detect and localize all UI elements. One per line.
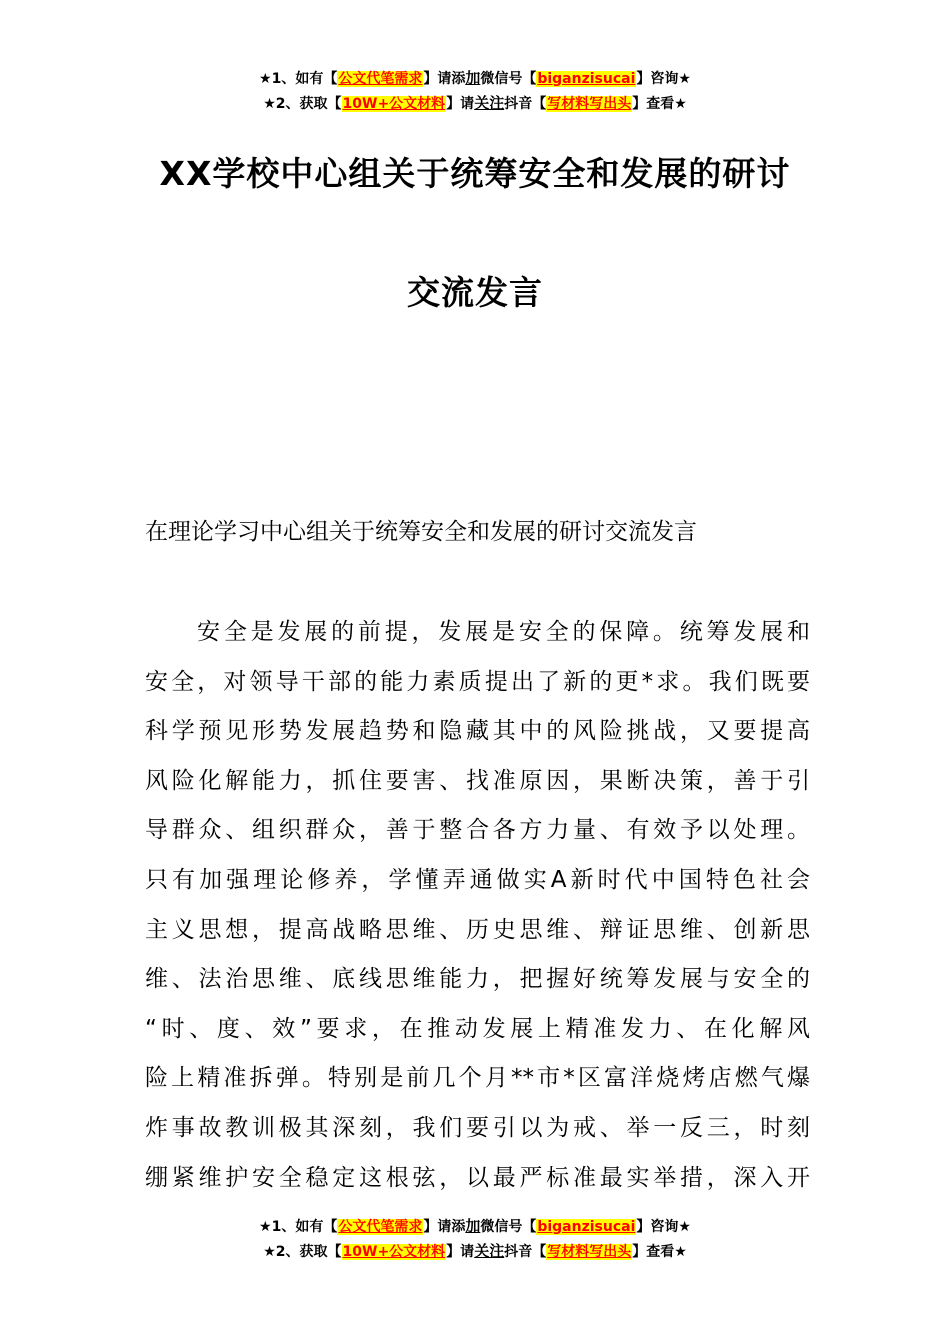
banner-line-1: ★1、如有【公文代笔需求】请添加微信号【biganzisucai】咨询★ <box>259 1217 691 1235</box>
body-line: “时、度、效”要求，在推动发展上精准发力、在化解风 <box>145 1015 810 1042</box>
body-line: 险上精准拆弹。特别是前几个月**市*区富洋烧烤店燃气爆 <box>145 1065 810 1092</box>
banner-highlight: 10W+公文材料 <box>342 1244 446 1260</box>
banner-line-2: ★2、获取【10W+公文材料】请关注抖音【写材料写出头】查看★ <box>263 1242 687 1260</box>
document-title-continued: 交流发言 <box>407 273 543 312</box>
banner-highlight: 写材料写出头 <box>547 96 632 112</box>
body-line: 绷紧维护安全稳定这根弦，以最严标准最实举措，深入开 <box>145 1164 810 1191</box>
banner-line-2: ★2、获取【10W+公文材料】请关注抖音【写材料写出头】查看★ <box>263 94 687 112</box>
header-banner <box>0 66 950 116</box>
body-paragraph <box>145 614 810 1209</box>
body-line: 只有加强理论修养，学懂弄通做实A新时代中国特色社会 <box>145 866 810 893</box>
footer-banner <box>0 1214 950 1264</box>
body-line: 安全是发展的前提，发展是安全的保障。统筹发展和 <box>197 619 810 645</box>
body-line: 主义思想，提高战略思维、历史思维、辩证思维、创新思 <box>145 916 810 943</box>
body-line: 维、法治思维、底线思维能力，把握好统筹发展与安全的 <box>145 966 810 993</box>
document-subtitle: 在理论学习中心组关于统筹安全和发展的研讨交流发言 <box>145 519 697 545</box>
body-line: 安全，对领导干部的能力素质提出了新的更*求。我们既要 <box>145 668 810 695</box>
document-title: XX学校中心组关于统筹安全和发展的研讨 <box>159 154 791 193</box>
banner-highlight: 写材料写出头 <box>547 1244 632 1260</box>
banner-highlight: biganzisucai <box>537 71 636 87</box>
banner-highlight: biganzisucai <box>537 1219 636 1235</box>
body-line: 科学预见形势发展趋势和隐藏其中的风险挑战，又要提高 <box>145 718 810 745</box>
banner-highlight: 公文代笔需求 <box>338 71 423 87</box>
body-line: 风险化解能力，抓住要害、找准原因，果断决策，善于引 <box>145 767 810 794</box>
banner-line-1: ★1、如有【公文代笔需求】请添加微信号【biganzisucai】咨询★ <box>259 69 691 87</box>
banner-highlight: 10W+公文材料 <box>342 96 446 112</box>
body-line: 炸事故教训极其深刻，我们要引以为戒、举一反三，时刻 <box>145 1114 810 1141</box>
banner-highlight: 公文代笔需求 <box>338 1219 423 1235</box>
body-line: 导群众、组织群众，善于整合各方力量、有效予以处理。 <box>145 817 810 844</box>
